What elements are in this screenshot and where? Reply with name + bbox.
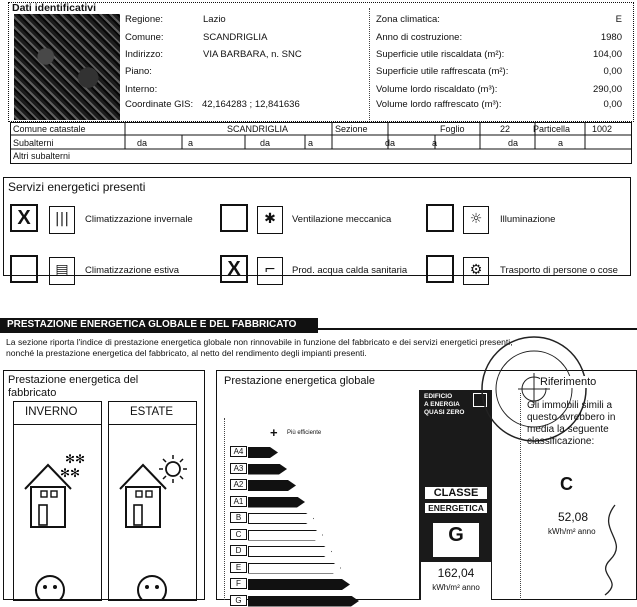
riferimento-text-1: Gli immobili simili a	[527, 400, 613, 411]
subalterni-label: Subalterni	[13, 138, 54, 148]
ident-title: Dati identificativi	[12, 2, 97, 14]
globale-title: Prestazione energetica globale	[224, 375, 376, 387]
ident-field-value: 42,164283 ; 12,841636	[202, 99, 300, 110]
estate-label: ESTATE	[130, 406, 174, 418]
servizio-checkbox	[426, 255, 454, 283]
inverno-label: INVERNO	[25, 406, 78, 418]
prestazione-banner-text: PRESTAZIONE ENERGETICA GLOBALE E DEL FABBRICATO	[7, 319, 297, 330]
svg-text:✻✻: ✻✻	[60, 466, 81, 480]
lightbulb-icon: ☼	[463, 206, 489, 234]
inverno-header-line	[13, 424, 102, 425]
servizio-checkbox	[426, 204, 454, 232]
comune-catastale-value: SCANDRIGLIA	[227, 124, 289, 134]
energy-class-label: A3	[230, 463, 247, 474]
ident-field-label: Indirizzo:	[125, 49, 164, 60]
sub-da-3: da	[385, 138, 396, 148]
servizio-label: Climatizzazione estiva	[85, 265, 179, 276]
energetica-label: ENERGETICA	[425, 503, 487, 513]
sub-a-1: a	[188, 138, 194, 148]
energy-class-label: D	[230, 545, 247, 556]
radiator-icon: |||	[49, 206, 75, 234]
nzeb-line-3: QUASI ZERO	[424, 409, 465, 416]
ident-right-value: 1980	[600, 32, 622, 43]
air-conditioner-icon: ▤	[49, 257, 75, 285]
prestazione-desc-1: La sezione riporta l'indice di prestazione energetica globale non rinnovabile in funzione del fabbricato e dei servizi energetici presenti,	[6, 337, 513, 347]
ident-field-value: SCANDRIGLIA	[203, 32, 268, 43]
sub-da-1: da	[137, 138, 148, 148]
servizio-checkbox	[220, 204, 248, 232]
ident-right-value: 104,00	[592, 49, 622, 60]
servizio-label: Ventilazione meccanica	[292, 214, 392, 225]
ident-right-label: Superficie utile riscaldata (m²):	[376, 49, 505, 60]
servizio-label: Prod. acqua calda sanitaria	[292, 265, 408, 276]
ident-right-label: Volume lordo riscaldato (m³):	[376, 84, 498, 95]
energy-class-bar	[248, 579, 350, 590]
nzeb-line-2: A ENERGIA	[424, 401, 460, 408]
globale-value: 162,04	[437, 566, 475, 580]
piu-efficiente-label: Più efficiente	[287, 430, 322, 436]
energy-class-bar	[248, 596, 359, 607]
plus-icon: +	[270, 425, 278, 440]
foglio-label: Foglio	[440, 124, 465, 134]
riferimento-title: Riferimento	[540, 376, 597, 388]
riferimento-text-2: questo avrebbero in	[527, 412, 616, 423]
energy-class-label: A1	[230, 496, 247, 507]
ident-right-label: Zona climatica:	[376, 14, 440, 25]
ident-field-value: VIA BARBARA, n. SNC	[203, 49, 302, 60]
servizio-checkbox	[10, 255, 38, 283]
ident-field-label: Coordinate GIS:	[125, 99, 194, 110]
faucet-icon: ⌐	[257, 257, 283, 285]
servizi-title: Servizi energetici presenti	[8, 180, 146, 194]
servizio-checkbox: X	[10, 204, 38, 232]
ident-field-label: Piano:	[125, 66, 152, 77]
ref-unit: kWh/m² anno	[548, 527, 596, 536]
energy-class-label: C	[230, 529, 247, 540]
classe-label: CLASSE	[425, 487, 487, 499]
nzeb-label	[424, 393, 464, 417]
sub-a-4: a	[558, 138, 564, 148]
ident-right-label: Anno di costruzione:	[376, 32, 463, 43]
energy-class-bar	[248, 497, 305, 508]
sub-da-2: da	[260, 138, 271, 148]
energy-class-bar	[248, 530, 323, 541]
ident-right-value: 290,00	[592, 84, 622, 95]
servizio-checkbox: X	[220, 255, 248, 283]
estate-smiley-icon	[132, 570, 172, 600]
ident-right-label: Volume lordo raffrescato (m³):	[376, 99, 502, 110]
energy-class-bar	[248, 480, 296, 491]
ident-separator	[369, 8, 371, 120]
servizio-label: Illuminazione	[500, 214, 556, 225]
fan-icon: ✱	[257, 206, 283, 234]
ref-value: 52,08	[558, 510, 589, 524]
ident-field-value: Lazio	[203, 14, 226, 25]
riferimento-text-3: media la seguente	[527, 424, 609, 435]
energy-class-label: E	[230, 562, 247, 573]
ref-class: C	[560, 474, 573, 494]
sub-a-2: a	[308, 138, 314, 148]
energy-class-bar	[248, 563, 341, 574]
altri-subalterni-label: Altri subalterni	[13, 151, 71, 161]
energy-class-label: G	[230, 595, 247, 606]
ident-field-label: Regione:	[125, 14, 164, 25]
prestazione-desc-2: nonché la prestazione energetica del fabbricato, al netto del rendimento degli impianti presenti.	[6, 348, 367, 358]
fabbricato-title: Prestazione energetica del fabbricato	[8, 374, 139, 399]
servizio-label: Trasporto di persone o cose	[500, 265, 618, 276]
inverno-smiley-icon	[30, 570, 70, 600]
classe-value: G	[448, 524, 464, 546]
sub-da-4: da	[508, 138, 519, 148]
particella-label: Particella	[533, 124, 571, 134]
gear-icon: ⚙	[463, 257, 489, 285]
energy-class-label: F	[230, 578, 247, 589]
energy-class-label: A2	[230, 479, 247, 490]
signature-icon	[585, 500, 637, 600]
ident-right-label: Superficie utile raffrescata (m²):	[376, 66, 509, 77]
globale-unit: kWh/m² anno	[432, 583, 480, 592]
energy-class-label: B	[230, 512, 247, 523]
svg-text:✻✻: ✻✻	[65, 452, 86, 466]
house-sun-icon	[115, 445, 190, 535]
servizio-label: Climatizzazione invernale	[85, 214, 193, 225]
comune-catastale-label: Comune catastale	[13, 124, 86, 134]
ident-right-value: 0,00	[603, 99, 622, 110]
ident-right-value: E	[615, 14, 622, 25]
house-snow-icon	[20, 445, 95, 535]
ident-field-label: Comune:	[125, 32, 164, 43]
building-photo	[14, 14, 120, 120]
energy-class-label: A4	[230, 446, 247, 457]
energy-class-bar	[248, 513, 314, 524]
estate-header-line	[108, 424, 197, 425]
particella-value: 1002	[592, 124, 613, 134]
ident-field-label: Interno:	[125, 84, 158, 95]
energy-class-bar	[248, 546, 332, 557]
sezione-label: Sezione	[335, 124, 368, 134]
ident-right-value: 0,00	[603, 66, 622, 77]
foglio-value: 22	[500, 124, 511, 134]
sub-a-3: a	[432, 138, 438, 148]
riferimento-text-4: classificazione:	[527, 436, 595, 447]
energy-class-bar	[248, 464, 287, 475]
nzeb-line-1: EDIFICIO	[424, 393, 453, 400]
